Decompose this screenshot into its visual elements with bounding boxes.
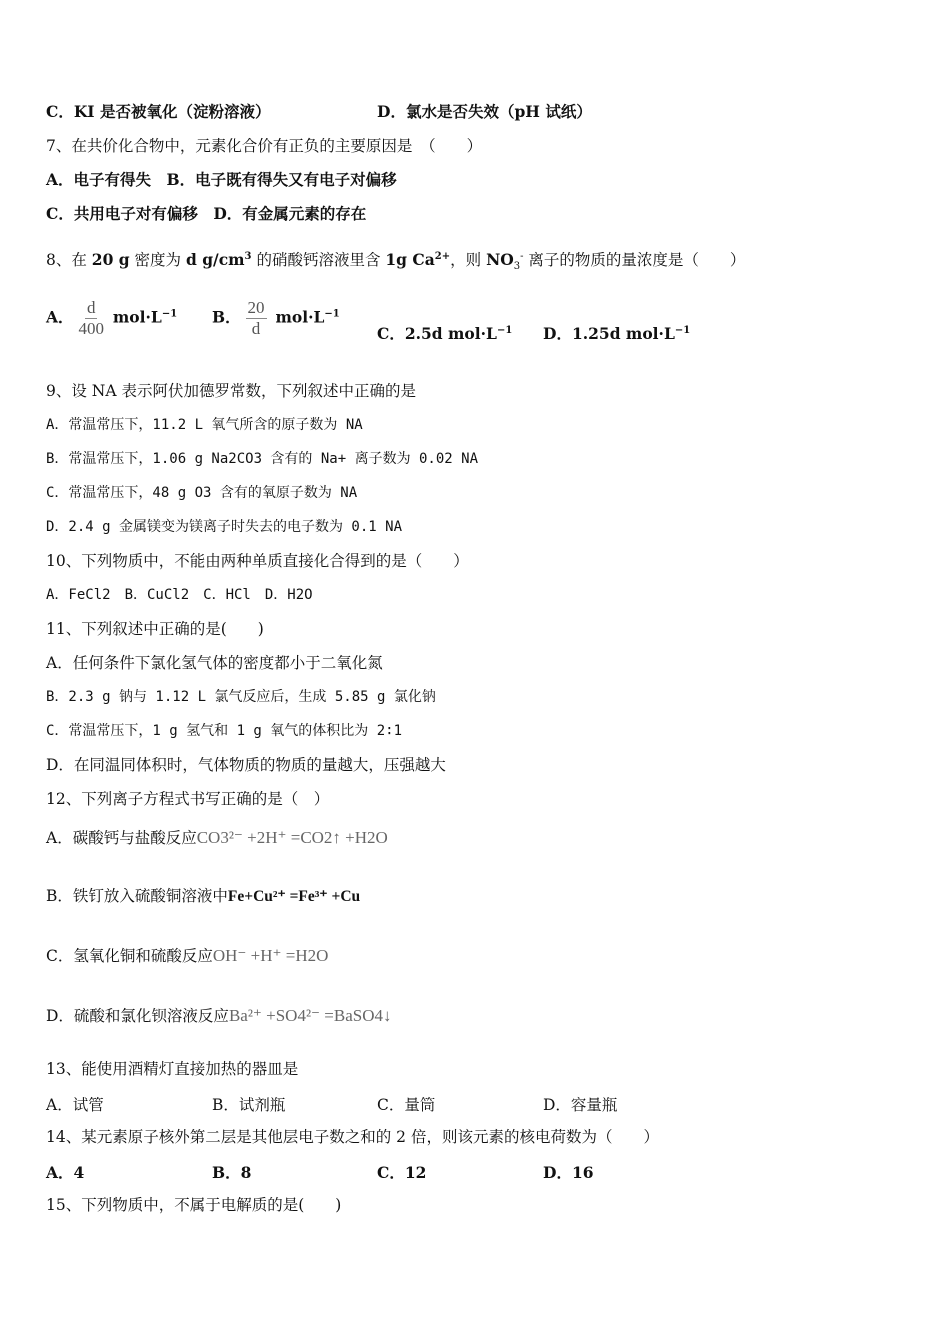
q13-option-c: C．量筒 — [377, 1096, 436, 1114]
q12-option-b: B．铁钉放入硫酸铜溶液中Fe+Cu²⁺ =Fe³⁺ +Cu — [46, 887, 361, 905]
q13-option-b: B．试剂瓶 — [212, 1096, 286, 1114]
q9-option-a: A．常温常压下，11.2 L 氧气所含的原子数为 NA — [46, 417, 363, 433]
q7-options-ab: A．电子有得失 B．电子既有得失又有电子对偏移 — [46, 170, 397, 189]
q12-stem: 12、下列离子方程式书写正确的是（ ） — [46, 790, 330, 808]
q9-option-c: C．常温常压下，48 g O3 含有的氧原子数为 NA — [46, 485, 358, 501]
q13-option-d: D．容量瓶 — [543, 1096, 618, 1114]
q9-option-d: D．2.4 g 金属镁变为镁离子时失去的电子数为 0.1 NA — [46, 519, 403, 535]
q7-stem: 7、在共价化合物中，元素化合价有正负的主要原因是 （ ） — [46, 137, 483, 155]
q9-option-b: B．常温常压下，1.06 g Na2CO3 含有的 Na+ 离子数为 0.02 NA — [46, 451, 479, 467]
q12-option-a: A．碳酸钙与盐酸反应CO3²⁻ +2H⁺ =CO2↑ +H2O — [46, 828, 388, 847]
q12-a-equation: CO3²⁻ +2H⁺ =CO2↑ +H2O — [196, 828, 388, 847]
q11-option-c: C．常温常压下，1 g 氢气和 1 g 氧气的体积比为 2∶1 — [46, 723, 403, 739]
q13-option-a: A．试管 — [46, 1096, 104, 1114]
q8-option-a: A． $\frac{d}{400}$ $mol\cdot L^{-1}$ — [46, 298, 178, 338]
q11-option-a: A．任何条件下氯化氢气体的密度都小于二氧化氮 — [46, 654, 383, 672]
q12-c-equation: OH⁻ +H⁺ =H2O — [212, 946, 329, 965]
q14-option-b: B．8 — [212, 1163, 252, 1182]
q8-option-b: B． $\frac{20}{d}$ $mol\cdot L^{-1}$ — [212, 298, 340, 338]
q11-option-d: D．在同温同体积时，气体物质的物质的量越大，压强越大 — [46, 756, 446, 774]
q8-option-c: C．2.5d $mol\cdot L^{-1}$ — [377, 324, 513, 343]
q10-options: A．FeCl2 B．CuCl2 C．HCl D．H2O — [46, 587, 313, 603]
q8-option-d: D．1.25d $mol\cdot L^{-1}$ — [543, 324, 691, 343]
q8-stem: 8、在 20 g 密度为 d $g/cm^3$ 的硝酸钙溶液里含 1g $Ca^{2+}$，则 $NO_3^-$ 离子的物质的量浓度是（ ） — [46, 250, 746, 273]
q11-stem: 11、下列叙述中正确的是( ) — [46, 620, 264, 638]
q14-option-a: A．4 — [46, 1163, 85, 1182]
q13-stem: 13、能使用酒精灯直接加热的器皿是 — [46, 1060, 299, 1078]
q12-d-equation: Ba²⁺ +SO4²⁻ =BaSO4↓ — [228, 1006, 392, 1025]
q6-option-d: D．氯水是否失效（pH 试纸） — [377, 102, 592, 121]
q12-b-equation: Fe+Cu²⁺ =Fe³⁺ +Cu — [227, 888, 361, 905]
q14-stem: 14、某元素原子核外第二层是其他层电子数之和的 2 倍，则该元素的核电荷数为（ ） — [46, 1128, 659, 1146]
q12-option-c: C．氢氧化铜和硫酸反应OH⁻ +H⁺ =H2O — [46, 946, 329, 965]
q14-option-c: C．12 — [377, 1163, 427, 1182]
q8-a-fraction: $\frac{d}{400}$ — [78, 298, 104, 338]
q10-stem: 10、下列物质中，不能由两种单质直接化合得到的是（ ） — [46, 552, 469, 570]
q14-option-d: D．16 — [543, 1163, 594, 1182]
q9-stem: 9、设 NA 表示阿伏加德罗常数，下列叙述中正确的是 — [46, 382, 416, 400]
q6-option-c: C．KI 是否被氧化（淀粉溶液） — [46, 102, 271, 121]
q15-stem: 15、下列物质中，不属于电解质的是( ) — [46, 1196, 342, 1214]
q12-option-d: D．硫酸和氯化钡溶液反应Ba²⁺ +SO4²⁻ =BaSO4↓ — [46, 1006, 392, 1025]
q11-option-b: B．2.3 g 钠与 1.12 L 氯气反应后，生成 5.85 g 氯化钠 — [46, 689, 436, 705]
q7-options-cd: C．共用电子对有偏移 D．有金属元素的存在 — [46, 204, 367, 223]
q8-b-fraction: $\frac{20}{d}$ — [247, 298, 265, 338]
